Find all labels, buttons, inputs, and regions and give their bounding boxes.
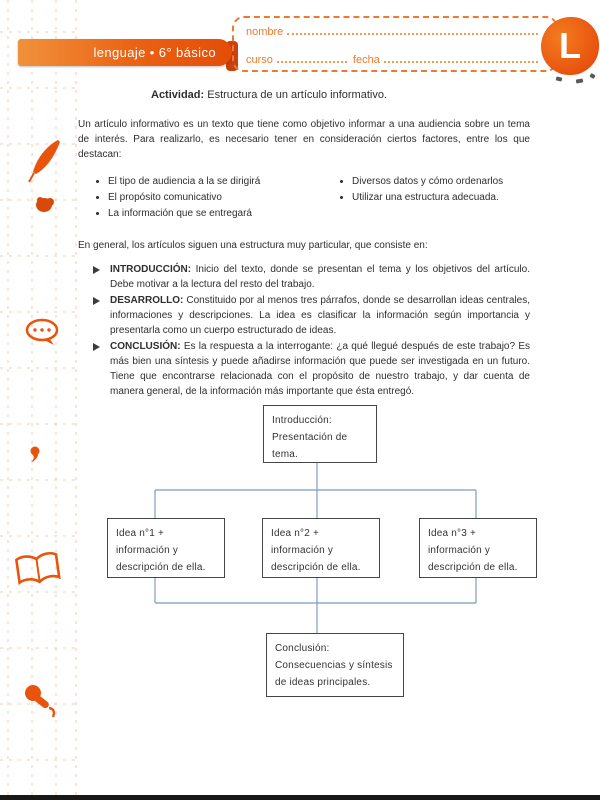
flowchart-idea2-box: Idea n°2 + información y descripción de ella. bbox=[262, 518, 380, 578]
speech-bubble-icon bbox=[24, 318, 62, 348]
course-date-row bbox=[246, 53, 544, 66]
factor-item: • Diversos datos y cómo ordenarlos bbox=[352, 174, 530, 189]
decorative-margin-strip bbox=[0, 0, 78, 800]
dashed-grid-pattern bbox=[0, 0, 78, 800]
course-label: curso bbox=[246, 54, 273, 66]
factor-item: • El propósito comunicativo bbox=[108, 190, 330, 205]
quill-pen-icon bbox=[26, 138, 62, 184]
name-label: nombre bbox=[246, 26, 284, 38]
open-book-icon bbox=[12, 549, 65, 591]
subject-banner-label: lenguaje • 6° básico bbox=[93, 45, 216, 60]
date-fill-in-line[interactable] bbox=[384, 53, 538, 63]
ink-speck bbox=[576, 78, 584, 83]
factors-left-column bbox=[86, 174, 330, 222]
factors-lists bbox=[78, 174, 530, 222]
structure-item-conclusion bbox=[78, 339, 530, 399]
arrowhead-bullet-icon bbox=[93, 297, 110, 305]
intro-paragraph: Un artículo informativo es un texto que tiene como objetivo informar a una audiencia sobre un tema de interés. Para realizarlo, es necesario tener en consideración ciertos factores, entre los que destacan: bbox=[78, 119, 530, 160]
microphone-icon bbox=[22, 682, 62, 720]
structure-item-text: DESARROLLO: Constituido por al menos tres párrafos, donde se desarrollan ideas centrales, informaciones y descripciones. La idea es clasificar la información según importancia y presentarla como un cuerpo estructurado de ideas. bbox=[110, 295, 530, 336]
name-row bbox=[246, 25, 544, 38]
lenguaje-logo-badge bbox=[541, 17, 599, 75]
flowchart-idea1-box: Idea n°1 + información y descripción de ella. bbox=[107, 518, 225, 578]
worksheet-body bbox=[78, 88, 530, 400]
structure-item-introduccion bbox=[78, 262, 530, 292]
page-bottom-edge bbox=[0, 795, 600, 800]
ink-speck bbox=[589, 73, 595, 79]
activity-title-label: Actividad: bbox=[151, 89, 205, 101]
arrowhead-bullet-icon bbox=[93, 266, 110, 274]
subject-banner bbox=[18, 39, 232, 66]
date-label: fecha bbox=[352, 54, 380, 66]
factors-right-column bbox=[330, 174, 530, 222]
lenguaje-logo-letter: L bbox=[559, 25, 581, 66]
ink-blot-icon bbox=[34, 194, 58, 214]
structure-item-text: INTRODUCCIÓN: Inicio del texto, donde se presentan el tema y los objetivos del artículo. Debe motivar a la lectura del resto del trabajo. bbox=[110, 264, 530, 290]
structure-item-desarrollo bbox=[78, 293, 530, 338]
flowchart-conclusion-box: Conclusión: Consecuencias y síntesis de ideas principales. bbox=[266, 633, 404, 697]
article-structure-flowchart bbox=[90, 400, 550, 700]
ink-speck bbox=[556, 76, 563, 81]
flowchart-introduccion-box: Introducción: Presentación de tema. bbox=[263, 405, 377, 463]
structure-item-text: CONCLUSIÓN: Es la respuesta a la interrogante: ¿a qué llegué después de este trabajo? Es más bien una síntesis y puede añadirse información que puede ser investigada en un futuro. Tiene que encontrarse relacionada con el propósito de nuestro trabajo, y dar cuenta de manera general, de la información más importante que ésta entregó. bbox=[110, 341, 530, 397]
structure-intro-line: En general, los artículos siguen una estructura muy particular, que consiste en: bbox=[78, 240, 428, 251]
course-fill-in-line[interactable] bbox=[277, 53, 347, 63]
activity-title bbox=[78, 88, 460, 103]
arrowhead-bullet-icon bbox=[93, 343, 110, 351]
flowchart-idea3-box: Idea n°3 + información y descripción de ella. bbox=[419, 518, 537, 578]
activity-title-text: Estructura de un artículo informativo. bbox=[204, 89, 387, 101]
factor-item: • El tipo de audiencia a la se dirigirá bbox=[108, 174, 330, 189]
name-fill-in-line[interactable] bbox=[287, 25, 538, 35]
factor-item: • Utilizar una estructura adecuada. bbox=[352, 190, 530, 205]
quote-mark-icon bbox=[28, 446, 42, 464]
factor-item: • La información que se entregará bbox=[108, 206, 330, 221]
student-info-box bbox=[232, 16, 558, 72]
